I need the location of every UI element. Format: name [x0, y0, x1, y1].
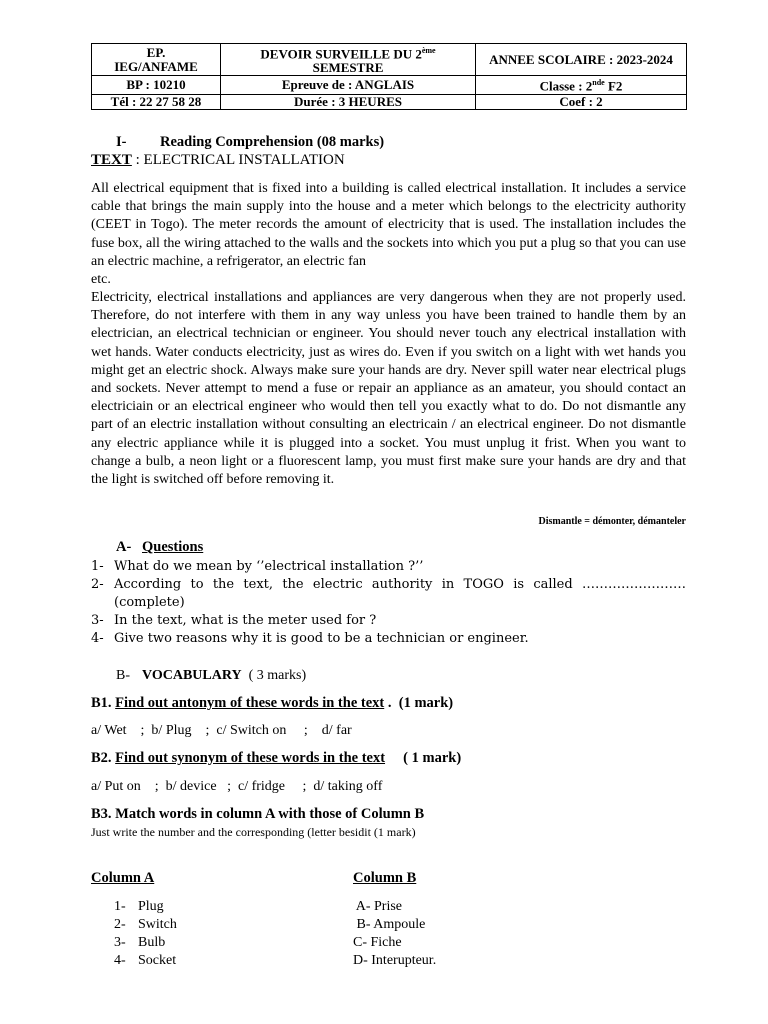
exam-title-cell [221, 44, 476, 76]
column-b-item: B- Ampoule [353, 917, 426, 932]
bp: BP : 10210 [92, 76, 221, 94]
b3-instructions: Just write the number and the corresponding (letter besidit (1 mark) [91, 825, 416, 839]
school-name-2: IEG/ANFAME [114, 58, 198, 74]
exam-title: DEVOIR SURVEILLE DU 2 [260, 46, 422, 62]
column-a-word: Plug [138, 899, 164, 914]
column-a-item [114, 934, 177, 952]
question-number: 3- [91, 613, 104, 628]
text-title [91, 152, 345, 169]
coef: Coef : 2 [476, 94, 687, 109]
tel: Tél : 22 27 58 28 [92, 94, 221, 109]
question-item [91, 558, 686, 576]
question-item [91, 576, 686, 612]
classe [476, 76, 687, 94]
questions-number: A- [116, 539, 132, 555]
b2-title: Find out synonym of these words in the text [115, 750, 386, 766]
school-year: ANNEE SCOLAIRE : 2023-2024 [476, 44, 687, 76]
questions-title: Questions [142, 539, 204, 555]
question-item [91, 630, 686, 648]
column-a-item [114, 916, 177, 934]
passage-paragraph-1-end: etc. [91, 272, 111, 287]
section-i-title [116, 134, 384, 151]
b2-heading [91, 750, 461, 767]
question-text: In the text, what is the meter used for ? [114, 613, 377, 628]
b1-number: B1. [91, 695, 116, 711]
vocabulary-heading [116, 668, 306, 684]
question-item [91, 612, 686, 630]
questions-list [91, 558, 686, 648]
question-text: What do we mean by ‘’electrical installation ?’’ [114, 559, 424, 574]
column-a-number: 4- [114, 953, 126, 968]
column-a-word: Switch [138, 917, 177, 932]
b2-marks: ( 1 mark) [385, 750, 462, 766]
b1-words: a/ Wet ; b/ Plug ; c/ Switch on ; d/ far [91, 723, 352, 738]
questions-heading [116, 539, 203, 556]
column-a-item [114, 898, 177, 916]
column-a-word: Bulb [138, 935, 166, 950]
vocabulary-title: VOCABULARY [142, 668, 242, 683]
question-number: 1- [91, 559, 104, 574]
b1-heading [91, 695, 453, 712]
school-cell [92, 44, 221, 76]
question-text: Give two reasons why it is good to be a technician or engineer. [114, 631, 529, 646]
passage-paragraph-2: Electricity, electrical installations and appliances are very dangerous when they are not properly used. Therefore, do not interfere with them in any way unless you have been trained to handle them by an electrician, an electrical technician or engineer. You should never touch any electrical installation with wet hands. Water conducts electricity, just as wires do. Even if you switch on a light with wet hands you might get an electric shock. Always make sure your hands are dry. Never spill water near electrical plugs and sockets. Never attempt to mend a fuse or repair an appliance as an amateur, you should contact an electriciain or an electrical engineer who would then tell you exactly what to do. Do not dismantle any part of an electric installation without consulting an electricain / an electrical engineer. Do not dismantle any electric appliance while it is plugged into a socket. You must unplug it frist. When you want to change a bulb, a neon light or a fluorescent lamp, you must first make sure your hands are dry and that the light is switched off before removing it. [91, 290, 686, 488]
column-a-item [114, 952, 177, 970]
classe-sup: nde [592, 78, 605, 88]
glossary-note: Dismantle = démonter, démanteler [538, 516, 686, 527]
column-b-heading: Column B [353, 870, 417, 886]
text-label: TEXT [91, 152, 132, 168]
question-number: 2- [91, 577, 104, 592]
column-b-item: C- Fiche [353, 935, 402, 950]
column-a-list [114, 898, 177, 970]
vocabulary-marks: ( 3 marks) [241, 668, 307, 683]
exam-header-table [91, 43, 687, 110]
section-i-number: I- [116, 134, 127, 150]
b1-title: Find out antonym of these words in the text [115, 695, 385, 711]
b3-heading: B3. Match words in column A with those of Column B [91, 806, 425, 822]
epreuve: Epreuve de : ANGLAIS [221, 76, 476, 94]
classe-post: F2 [604, 78, 623, 94]
school-name: EP. [146, 44, 166, 60]
passage-paragraph-1: All electrical equipment that is fixed into a building is called electrical installation. It includes a service cable that brings the main supply into the house and a meter which belongs to the electricity authority (CEET in Togo). The meter records the amount of electricity that is used. The installation includes the fuse box, all the wiring attached to the walls and the sockets into which you put a plug so that you can use an electric machine, a refrigerator, an electric fan [91, 181, 686, 269]
exam-title-sup: ème [421, 46, 436, 55]
question-text: According to the text, the electric authority in TOGO is called …………………… (complete) [114, 577, 686, 610]
column-b-list [353, 898, 436, 970]
column-b-item: A- Prise [353, 899, 402, 914]
column-a-word: Socket [138, 953, 177, 968]
b2-number: B2. [91, 750, 116, 766]
column-a-number: 1- [114, 899, 126, 914]
classe-text: Classe : 2 [539, 78, 593, 94]
vocabulary-number: B- [116, 668, 130, 683]
column-a-number: 2- [114, 917, 126, 932]
b2-words: a/ Put on ; b/ device ; c/ fridge ; d/ taking off [91, 779, 383, 794]
question-number: 4- [91, 631, 104, 646]
column-a-number: 3- [114, 935, 126, 950]
section-i-text: Reading Comprehension (08 marks) [160, 134, 385, 150]
column-a-heading: Column A [91, 870, 155, 886]
column-b-item: D- Interupteur. [353, 953, 437, 968]
exam-title-2: SEMESTRE [312, 60, 384, 76]
b1-marks: . (1 mark) [384, 695, 454, 711]
text-title-rest: : ELECTRICAL INSTALLATION [131, 152, 345, 168]
duree: Durée : 3 HEURES [221, 94, 476, 109]
